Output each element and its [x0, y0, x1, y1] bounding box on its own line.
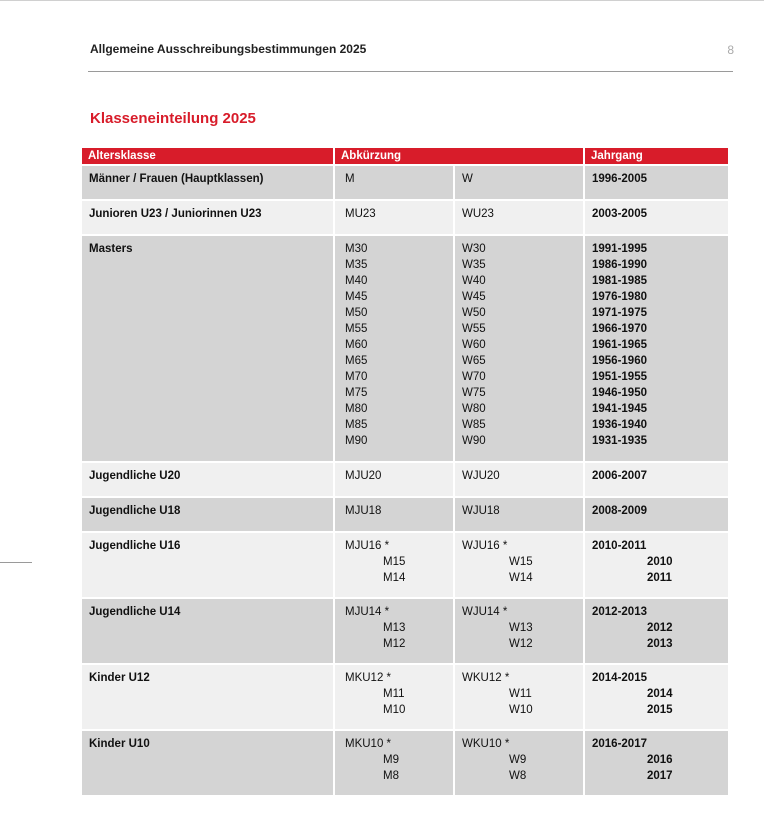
jahrgang-value: 1936-1940 — [592, 419, 647, 431]
cell-altersklasse — [82, 599, 333, 663]
abbreviation-male: MKU12 * — [345, 672, 392, 684]
cell-abkuerzung-m — [335, 665, 453, 729]
altersklasse-label: Jugendliche U20 — [89, 470, 181, 482]
cell-abkuerzung-w — [455, 236, 583, 461]
abbreviation-female: W13 — [509, 622, 533, 634]
cell-jahrgang — [585, 533, 728, 597]
abbreviation-female: W11 — [509, 688, 532, 700]
cell-altersklasse — [82, 236, 333, 461]
abbreviation-male: M12 — [383, 638, 406, 650]
abbreviation-male: MJU18 — [345, 505, 382, 517]
jahrgang-value: 1951-1955 — [592, 371, 647, 383]
abbreviation-female: W45 — [462, 291, 486, 303]
abbreviation-female: WKU12 * — [462, 672, 510, 684]
jahrgang-value: 1961-1965 — [592, 339, 647, 351]
abbreviation-female: W75 — [462, 387, 486, 399]
cell-abkuerzung-w — [455, 599, 583, 663]
cell-abkuerzung-m — [335, 236, 453, 461]
altersklasse-label: Kinder U12 — [89, 672, 150, 684]
jahrgang-value: 1941-1945 — [592, 403, 647, 415]
cell-abkuerzung-w — [455, 665, 583, 729]
jahrgang-value: 2016 — [647, 754, 673, 766]
abbreviation-male: M — [345, 173, 355, 185]
cell-jahrgang — [585, 599, 728, 663]
cell-jahrgang — [585, 166, 728, 199]
jahrgang-value: 1981-1985 — [592, 275, 647, 287]
jahrgang-value: 2016-2017 — [592, 738, 647, 750]
altersklasse-label: Jugendliche U18 — [89, 505, 181, 517]
cell-jahrgang — [585, 463, 728, 496]
abbreviation-male: M40 — [345, 275, 368, 287]
abbreviation-male: M13 — [383, 622, 406, 634]
cell-jahrgang — [585, 498, 728, 531]
abbreviation-female: W85 — [462, 419, 486, 431]
table-row — [82, 166, 728, 199]
altersklasse-label: Masters — [89, 243, 133, 255]
abbreviation-male: M11 — [383, 688, 405, 700]
cell-jahrgang — [585, 201, 728, 234]
abbreviation-female: W30 — [462, 243, 486, 255]
abbreviation-female: WKU10 * — [462, 738, 510, 750]
cell-altersklasse — [82, 166, 333, 199]
jahrgang-value: 2014-2015 — [592, 672, 647, 684]
table-row — [82, 463, 728, 496]
document-header-title: Allgemeine Ausschreibungsbestimmungen 2025 — [90, 42, 367, 56]
cell-jahrgang — [585, 236, 728, 461]
cell-altersklasse — [82, 498, 333, 531]
altersklasse-label: Junioren U23 / Juniorinnen U23 — [89, 208, 262, 220]
abbreviation-female: WJU14 * — [462, 606, 508, 618]
abbreviation-female: W14 — [509, 572, 533, 584]
abbreviation-male: M90 — [345, 435, 368, 447]
jahrgang-value: 2017 — [647, 770, 673, 782]
abbreviation-male: M70 — [345, 371, 368, 383]
table-row — [82, 599, 728, 663]
table-row — [82, 498, 728, 531]
abbreviation-female: W35 — [462, 259, 486, 271]
cell-abkuerzung-m — [335, 533, 453, 597]
cell-altersklasse — [82, 201, 333, 234]
abbreviation-male: M80 — [345, 403, 368, 415]
abbreviation-male: M8 — [383, 770, 399, 782]
table-row — [82, 731, 728, 795]
abbreviation-male: MJU20 — [345, 470, 382, 482]
abbreviation-male: M75 — [345, 387, 368, 399]
cell-altersklasse — [82, 731, 333, 795]
abbreviation-female: W40 — [462, 275, 486, 287]
jahrgang-value: 1956-1960 — [592, 355, 647, 367]
jahrgang-value: 2011 — [647, 572, 672, 584]
cell-jahrgang — [585, 665, 728, 729]
cell-jahrgang — [585, 731, 728, 795]
jahrgang-value: 1996-2005 — [592, 173, 647, 185]
abbreviation-female: WJU20 — [462, 470, 500, 482]
abbreviation-female: W65 — [462, 355, 486, 367]
page-number: 8 — [727, 43, 734, 57]
cell-abkuerzung-m — [335, 731, 453, 795]
jahrgang-value: 2015 — [647, 704, 673, 716]
cell-abkuerzung-w — [455, 533, 583, 597]
top-border — [0, 0, 764, 1]
abbreviation-male: M14 — [383, 572, 406, 584]
abbreviation-female: WJU18 — [462, 505, 500, 517]
jahrgang-value: 2010 — [647, 556, 673, 568]
abbreviation-male: MU23 — [345, 208, 376, 220]
altersklasse-label: Jugendliche U16 — [89, 540, 181, 552]
abbreviation-male: M45 — [345, 291, 368, 303]
jahrgang-value: 2010-2011 — [592, 540, 647, 552]
class-table — [82, 148, 728, 795]
abbreviation-male: M15 — [383, 556, 406, 568]
jahrgang-value: 1991-1995 — [592, 243, 647, 255]
cell-abkuerzung-m — [335, 599, 453, 663]
cell-abkuerzung-m — [335, 166, 453, 199]
abbreviation-female: WJU16 * — [462, 540, 508, 552]
jahrgang-value: 2014 — [647, 688, 673, 700]
abbreviation-male: MKU10 * — [345, 738, 392, 750]
table-row — [82, 665, 728, 729]
abbreviation-female: W50 — [462, 307, 486, 319]
jahrgang-value: 2012 — [647, 622, 673, 634]
cell-abkuerzung-w — [455, 498, 583, 531]
cell-abkuerzung-w — [455, 463, 583, 496]
abbreviation-male: M50 — [345, 307, 368, 319]
jahrgang-value: 2008-2009 — [592, 505, 647, 517]
section-title: Klasseneinteilung 2025 — [90, 110, 256, 127]
abbreviation-male: M55 — [345, 323, 368, 335]
cell-abkuerzung-m — [335, 201, 453, 234]
abbreviation-female: W9 — [509, 754, 527, 766]
jahrgang-value: 1986-1990 — [592, 259, 647, 271]
jahrgang-value: 2012-2013 — [592, 606, 647, 618]
abbreviation-female: W15 — [509, 556, 533, 568]
abbreviation-female: W70 — [462, 371, 486, 383]
cell-altersklasse — [82, 533, 333, 597]
abbreviation-male: M10 — [383, 704, 406, 716]
jahrgang-value: 1966-1970 — [592, 323, 647, 335]
cell-altersklasse — [82, 463, 333, 496]
cell-abkuerzung-w — [455, 731, 583, 795]
abbreviation-male: MJU16 * — [345, 540, 390, 552]
abbreviation-male: M65 — [345, 355, 368, 367]
margin-mark — [0, 562, 32, 563]
header-jahrgang: Jahrgang — [585, 148, 728, 164]
abbreviation-female: W90 — [462, 435, 486, 447]
table-body — [82, 166, 728, 795]
abbreviation-male: M35 — [345, 259, 368, 271]
abbreviation-male: M30 — [345, 243, 368, 255]
altersklasse-label: Kinder U10 — [89, 738, 150, 750]
jahrgang-value: 2006-2007 — [592, 470, 647, 482]
jahrgang-value: 1971-1975 — [592, 307, 647, 319]
cell-abkuerzung-m — [335, 463, 453, 496]
abbreviation-male: M85 — [345, 419, 368, 431]
table-header-row — [82, 148, 728, 164]
abbreviation-male: MJU14 * — [345, 606, 390, 618]
jahrgang-value: 2003-2005 — [592, 208, 647, 220]
abbreviation-female: W60 — [462, 339, 486, 351]
abbreviation-female: W — [462, 173, 473, 185]
jahrgang-value: 1946-1950 — [592, 387, 647, 399]
header-altersklasse: Altersklasse — [82, 148, 333, 164]
abbreviation-female: WU23 — [462, 208, 494, 220]
jahrgang-value: 2013 — [647, 638, 673, 650]
altersklasse-label: Jugendliche U14 — [89, 606, 181, 618]
altersklasse-label: Männer / Frauen (Hauptklassen) — [89, 173, 264, 185]
table-row — [82, 236, 728, 461]
header-abkuerzung: Abkürzung — [335, 148, 583, 164]
table-row — [82, 533, 728, 597]
cell-abkuerzung-w — [455, 201, 583, 234]
jahrgang-value: 1931-1935 — [592, 435, 647, 447]
table-row — [82, 201, 728, 234]
jahrgang-value: 1976-1980 — [592, 291, 647, 303]
abbreviation-female: W8 — [509, 770, 527, 782]
cell-abkuerzung-m — [335, 498, 453, 531]
abbreviation-male: M9 — [383, 754, 399, 766]
abbreviation-male: M60 — [345, 339, 368, 351]
cell-abkuerzung-w — [455, 166, 583, 199]
abbreviation-female: W12 — [509, 638, 533, 650]
header-divider — [88, 71, 733, 72]
abbreviation-female: W55 — [462, 323, 486, 335]
cell-altersklasse — [82, 665, 333, 729]
abbreviation-female: W10 — [509, 704, 533, 716]
abbreviation-female: W80 — [462, 403, 486, 415]
